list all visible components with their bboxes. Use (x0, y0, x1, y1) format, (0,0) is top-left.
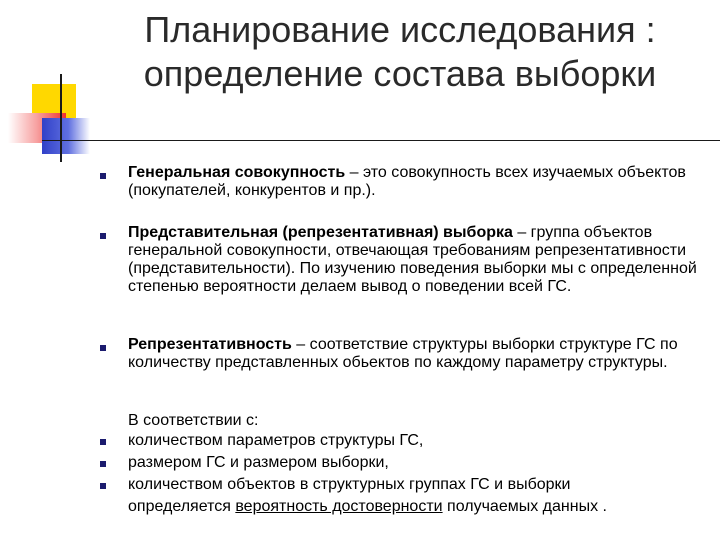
definition-representative-sample: – группа объектов генеральной совокупности, отвечающая требованиям репрезентативности (представительности). По изучению поведения выборки мы с определенной степенью вероятности делаем вывод о поведении всей ГС. (128, 224, 697, 295)
conclusion-text-before: определяется (128, 498, 236, 515)
conclusion-text-after: получаемых данных . (442, 498, 607, 515)
slide-title-line-2: определение состава выборки (143, 53, 657, 94)
term-representativeness: Репрезентативность (128, 336, 292, 353)
accordance-intro: В соответствии с: (128, 412, 259, 429)
bullet-square-icon (100, 345, 106, 351)
conclusion-underlined-phrase: вероятность достоверности (235, 498, 443, 515)
bullet-representative-sample (128, 224, 703, 296)
accordance-item-1: количеством параметров структуры ГС, (128, 432, 424, 449)
bullet-square-icon (100, 233, 106, 239)
term-general-population: Генеральная совокупность (128, 164, 346, 181)
bullet-representativeness (128, 336, 703, 372)
bullet-square-icon (100, 173, 106, 179)
bullet-square-icon (100, 439, 106, 445)
slide-title-line-1: Планирование исследования : (144, 9, 656, 50)
bullet-square-icon (100, 461, 106, 467)
bullet-square-icon (100, 483, 106, 489)
term-representative-sample: Представительная (репрезентативная) выборка (128, 224, 513, 241)
definition-general-population: – это совокупность всех изучаемых объектов (покупателей, конкурентов и пр.). (128, 164, 686, 199)
accordance-conclusion (128, 498, 703, 516)
definition-representativeness: – соответствие структуры выборки структуре ГС по количеству представленных обьектов по каждому параметру структуры. (128, 336, 678, 371)
accordance-item-2: размером ГС и размером выборки, (128, 454, 389, 471)
accordance-item-3: количеством объектов в структурных группах ГС и выборки (128, 476, 571, 493)
bullet-general-population (128, 164, 703, 200)
